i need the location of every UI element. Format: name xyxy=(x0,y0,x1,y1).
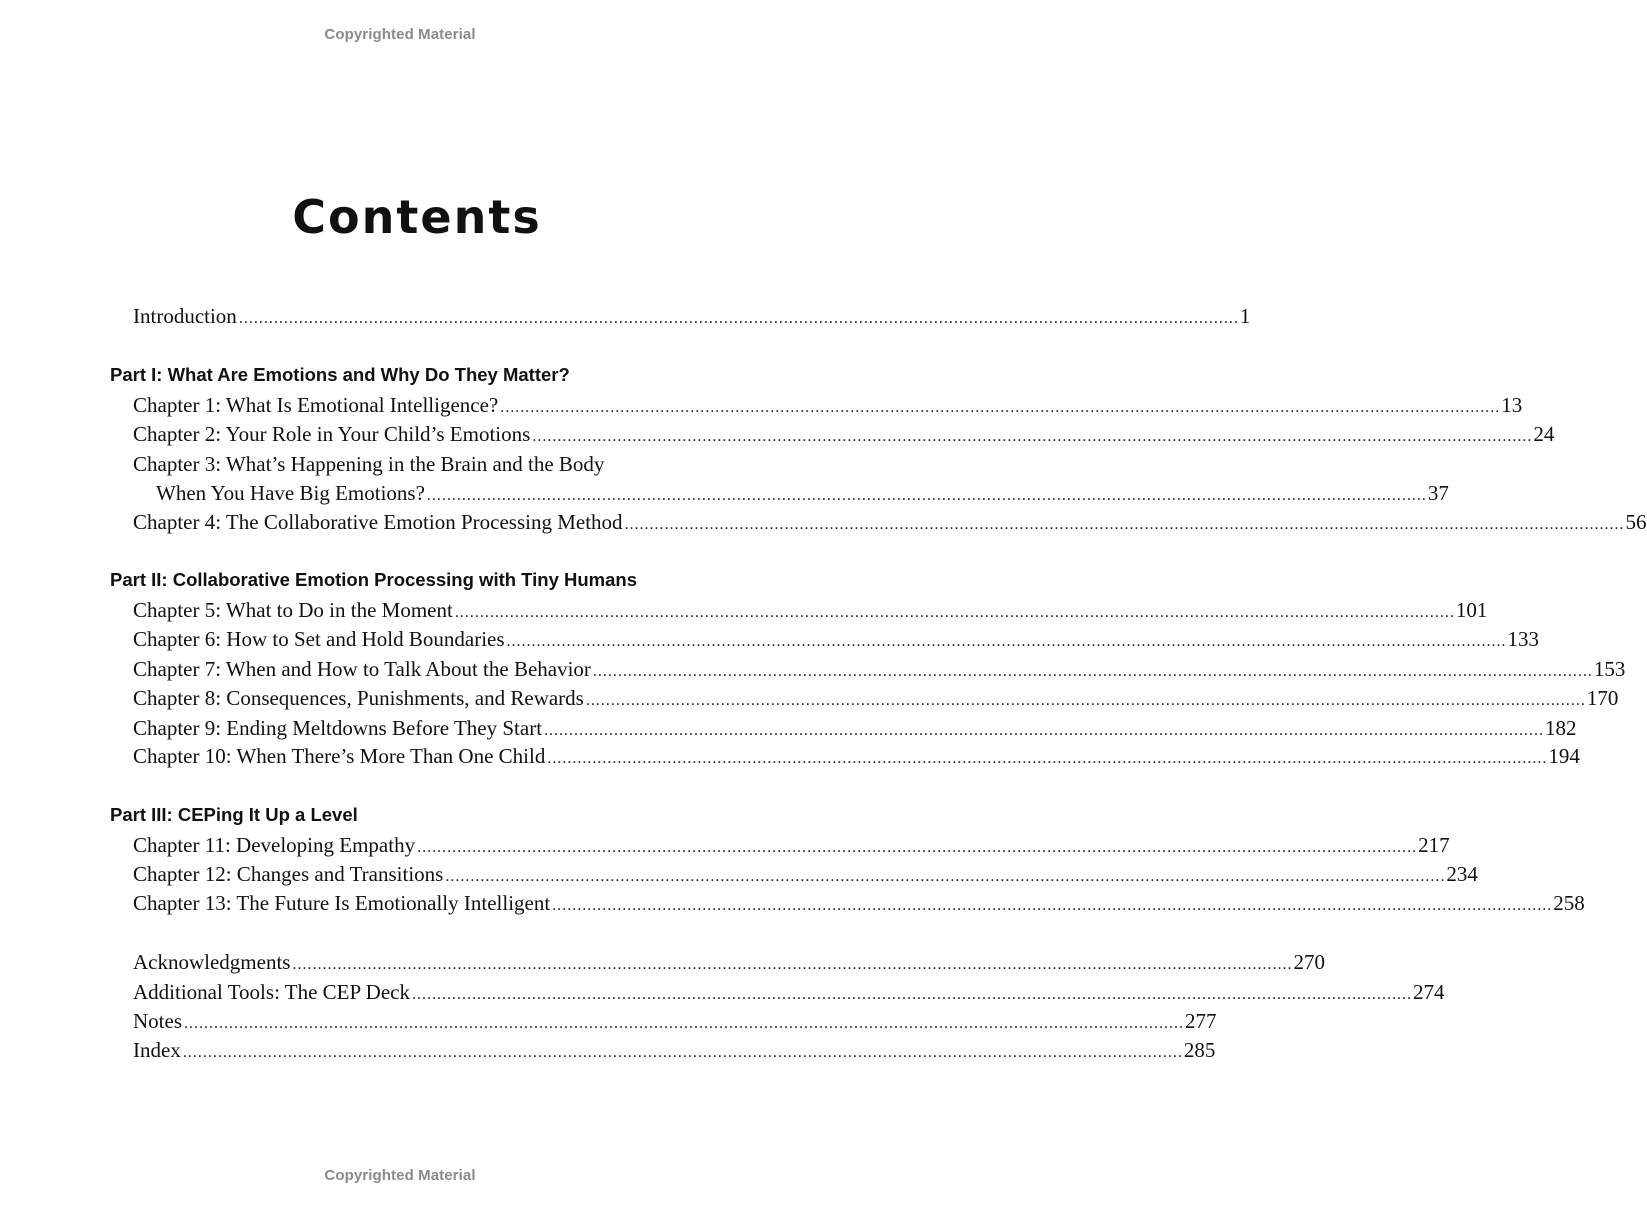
part-heading-3: Part III: CEPing It Up a Level xyxy=(110,804,358,825)
toc-entry-label: Chapter 11: Developing Empathy xyxy=(133,833,416,857)
toc-entry-label: Index xyxy=(133,1038,181,1062)
toc-entry-label: Chapter 12: Changes and Transitions xyxy=(133,862,444,886)
toc-entry-label: Chapter 9: Ending Meltdowns Before They Start xyxy=(133,716,543,740)
toc-entry-chapter-10 xyxy=(133,742,1580,770)
dot-leader: ........................................................................................................................................................................................................ xyxy=(585,692,1586,709)
toc-entry-label: Chapter 1: What Is Emotional Intelligence? xyxy=(133,393,499,417)
toc-entry-label: Chapter 2: Your Role in Your Child’s Emotions xyxy=(133,422,531,446)
toc-entry-page: 133 xyxy=(1507,627,1540,651)
toc-entry-label: Chapter 6: How to Set and Hold Boundaries xyxy=(133,627,505,651)
dot-leader: ........................................................................................................................................................................................................ xyxy=(411,986,1412,1003)
toc-entry-page: 277 xyxy=(1185,1009,1217,1033)
toc-entry-chapter-8 xyxy=(133,684,1619,712)
toc-entry-page: 270 xyxy=(1293,950,1325,974)
copyright-watermark-bottom: Copyrighted Material xyxy=(324,1167,476,1184)
toc-entry-page: 258 xyxy=(1553,891,1585,915)
dot-leader: ........................................................................................................................................................................................................ xyxy=(454,604,1455,621)
toc-entry-index xyxy=(133,1036,1216,1064)
toc-entry-label: Chapter 8: Consequences, Punishments, and Rewards xyxy=(133,686,584,710)
toc-entry-chapter-7 xyxy=(133,655,1626,683)
dot-leader: ........................................................................................................................................................................................................ xyxy=(592,663,1593,680)
dot-leader: ........................................................................................................................................................................................................ xyxy=(624,516,1625,533)
toc-entry-additional-tools xyxy=(133,978,1445,1006)
toc-entry-label: Introduction xyxy=(133,304,237,328)
toc-entry-page: 24 xyxy=(1533,422,1555,446)
toc-entry-page: 56 xyxy=(1625,510,1647,534)
dot-leader: ........................................................................................................................................................................................................ xyxy=(445,868,1446,885)
dot-leader: ........................................................................................................................................................................................................ xyxy=(182,1044,1183,1061)
toc-entry-page: 37 xyxy=(1427,481,1449,505)
toc-entry-chapter-13 xyxy=(133,889,1585,917)
part-heading-1: Part I: What Are Emotions and Why Do They Matter? xyxy=(110,364,570,385)
toc-entry-notes xyxy=(133,1007,1217,1035)
toc-entry-page: 234 xyxy=(1446,862,1478,886)
dot-leader: ........................................................................................................................................................................................................ xyxy=(506,633,1507,650)
toc-entry-page: 170 xyxy=(1586,686,1619,710)
toc-entry-page: 274 xyxy=(1412,980,1445,1004)
toc-entry-chapter-6 xyxy=(133,625,1540,653)
dot-leader: ........................................................................................................................................................................................................ xyxy=(426,487,1427,504)
dot-leader: ........................................................................................................................................................................................................ xyxy=(292,956,1293,973)
toc-entry-chapter-1 xyxy=(133,391,1523,419)
toc-entry-label: Chapter 7: When and How to Talk About the Behavior xyxy=(133,657,591,681)
toc-entry-chapter-3-line1: Chapter 3: What’s Happening in the Brain and the Body xyxy=(133,452,605,476)
page-title: Contents xyxy=(292,190,542,244)
toc-entry-page: 194 xyxy=(1548,744,1580,768)
toc-entry-label: When You Have Big Emotions? xyxy=(156,481,425,505)
toc-entry-chapter-4 xyxy=(133,508,1647,536)
toc-entry-label: Chapter 10: When There’s More Than One Child xyxy=(133,744,546,768)
toc-entry-label: Chapter 13: The Future Is Emotionally Intelligent xyxy=(133,891,551,915)
dot-leader: ........................................................................................................................................................................................................ xyxy=(532,428,1533,445)
toc-entry-page: 217 xyxy=(1418,833,1450,857)
toc-entry-chapter-3 xyxy=(156,479,1449,507)
dot-leader: ........................................................................................................................................................................................................ xyxy=(544,722,1545,739)
part-heading-2: Part II: Collaborative Emotion Processing with Tiny Humans xyxy=(110,569,638,590)
dot-leader: ........................................................................................................................................................................................................ xyxy=(417,839,1418,856)
toc-entry-page: 182 xyxy=(1545,716,1577,740)
toc-entry-label: Additional Tools: The CEP Deck xyxy=(133,980,410,1004)
toc-entry-page: 285 xyxy=(1183,1038,1216,1062)
toc-entry-label: Notes xyxy=(133,1009,182,1033)
toc-entry-acknowledgments xyxy=(133,948,1325,976)
toc-entry-chapter-5 xyxy=(133,596,1488,624)
dot-leader: ........................................................................................................................................................................................................ xyxy=(238,310,1239,327)
toc-entry-label: Chapter 5: What to Do in the Moment xyxy=(133,598,453,622)
toc-entry-chapter-11 xyxy=(133,831,1450,859)
toc-entry-page: 1 xyxy=(1239,304,1251,328)
toc-entry-chapter-9 xyxy=(133,714,1577,742)
toc-entry-page: 13 xyxy=(1501,393,1523,417)
dot-leader: ........................................................................................................................................................................................................ xyxy=(500,399,1501,416)
toc-entry-label: Chapter 4: The Collaborative Emotion Processing Method xyxy=(133,510,623,534)
dot-leader: ........................................................................................................................................................................................................ xyxy=(552,897,1553,914)
toc-entry-label: Acknowledgments xyxy=(133,950,291,974)
copyright-watermark-top: Copyrighted Material xyxy=(324,26,476,43)
toc-entry-page: 153 xyxy=(1593,657,1626,681)
toc-entry-chapter-12 xyxy=(133,860,1478,888)
toc-entry-chapter-2 xyxy=(133,420,1555,448)
dot-leader: ........................................................................................................................................................................................................ xyxy=(184,1015,1184,1032)
dot-leader: ........................................................................................................................................................................................................ xyxy=(547,750,1548,767)
toc-entry-page: 101 xyxy=(1455,598,1488,622)
toc-entry-introduction xyxy=(133,302,1251,330)
